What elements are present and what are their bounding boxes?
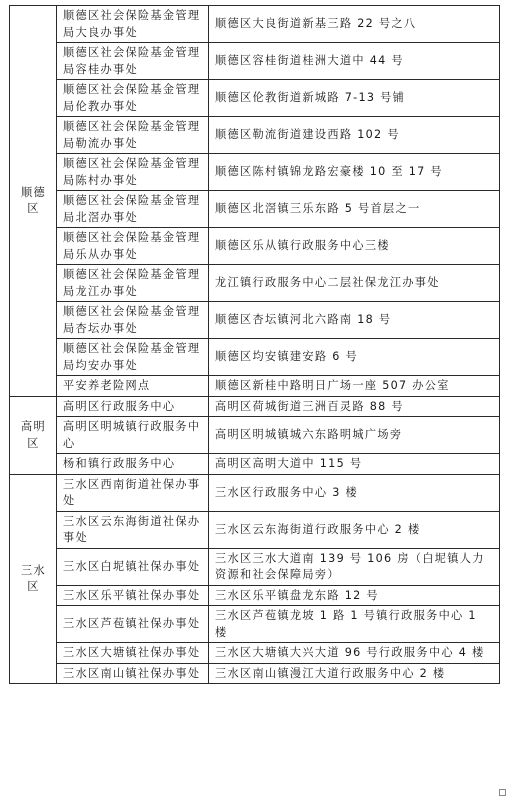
table-row xyxy=(10,417,500,454)
table-row xyxy=(10,154,500,191)
district-name-cell: 顺德区 xyxy=(10,6,57,397)
table-row xyxy=(10,396,500,417)
office-address-cell: 三水区芦苞镇龙坡 1 路 1 号镇行政服务中心 1 楼 xyxy=(209,606,500,643)
office-address-cell: 高明区高明大道中 115 号 xyxy=(209,454,500,475)
table-row xyxy=(10,643,500,664)
office-name-cell: 高明区明城镇行政服务中心 xyxy=(57,417,209,454)
office-name-cell: 顺德区社会保险基金管理局乐从办事处 xyxy=(57,228,209,265)
office-address-cell: 三水区三水大道南 139 号 106 房（白坭镇人力资源和社会保障局旁） xyxy=(209,548,500,585)
table-row xyxy=(10,548,500,585)
office-name-cell: 高明区行政服务中心 xyxy=(57,396,209,417)
table-row xyxy=(10,376,500,397)
office-address-cell: 顺德区杏坛镇河北六路南 18 号 xyxy=(209,302,500,339)
office-name-cell: 顺德区社会保险基金管理局容桂办事处 xyxy=(57,43,209,80)
table-row xyxy=(10,339,500,376)
office-address-cell: 顺德区北滘镇三乐东路 5 号首层之一 xyxy=(209,191,500,228)
office-address-cell: 龙江镇行政服务中心二层社保龙江办事处 xyxy=(209,265,500,302)
office-name-cell: 三水区芦苞镇社保办事处 xyxy=(57,606,209,643)
office-name-cell: 顺德区社会保险基金管理局龙江办事处 xyxy=(57,265,209,302)
office-name-cell: 平安养老险网点 xyxy=(57,376,209,397)
office-address-cell: 顺德区乐从镇行政服务中心三楼 xyxy=(209,228,500,265)
office-address-cell: 三水区大塘镇大兴大道 96 号行政服务中心 4 楼 xyxy=(209,643,500,664)
district-name-cell: 高明区 xyxy=(10,396,57,474)
office-address-cell: 顺德区陈村镇锦龙路宏豪楼 10 至 17 号 xyxy=(209,154,500,191)
table-row xyxy=(10,117,500,154)
office-address-cell: 顺德区均安镇建安路 6 号 xyxy=(209,339,500,376)
paragraph-end-marker xyxy=(499,789,506,796)
office-name-cell: 杨和镇行政服务中心 xyxy=(57,454,209,475)
office-name-cell: 三水区白坭镇社保办事处 xyxy=(57,548,209,585)
table-row xyxy=(10,228,500,265)
office-name-cell: 三水区南山镇社保办事处 xyxy=(57,663,209,684)
office-name-cell: 顺德区社会保险基金管理局均安办事处 xyxy=(57,339,209,376)
office-name-cell: 顺德区社会保险基金管理局北滘办事处 xyxy=(57,191,209,228)
office-name-cell: 顺德区社会保险基金管理局杏坛办事处 xyxy=(57,302,209,339)
table-row xyxy=(10,474,500,511)
office-name-cell: 顺德区社会保险基金管理局大良办事处 xyxy=(57,6,209,43)
office-address-cell: 顺德区伦教街道新城路 7-13 号铺 xyxy=(209,80,500,117)
table-row xyxy=(10,265,500,302)
table-row xyxy=(10,191,500,228)
office-address-cell: 顺德区大良街道新基三路 22 号之八 xyxy=(209,6,500,43)
office-address-cell: 高明区明城镇城六东路明城广场旁 xyxy=(209,417,500,454)
office-name-cell: 三水区乐平镇社保办事处 xyxy=(57,585,209,606)
office-address-cell: 三水区南山镇漫江大道行政服务中心 2 楼 xyxy=(209,663,500,684)
table-row xyxy=(10,663,500,684)
office-address-cell: 三水区云东海街道行政服务中心 2 楼 xyxy=(209,511,500,548)
office-address-cell: 顺德区容桂街道桂洲大道中 44 号 xyxy=(209,43,500,80)
table-body xyxy=(10,6,500,684)
office-address-cell: 三水区行政服务中心 3 楼 xyxy=(209,474,500,511)
table-row xyxy=(10,511,500,548)
office-name-cell: 顺德区社会保险基金管理局陈村办事处 xyxy=(57,154,209,191)
table-row xyxy=(10,6,500,43)
office-address-table xyxy=(9,5,500,684)
office-name-cell: 三水区云东海街道社保办事处 xyxy=(57,511,209,548)
table-row xyxy=(10,585,500,606)
office-address-cell: 三水区乐平镇盘龙东路 12 号 xyxy=(209,585,500,606)
table-row xyxy=(10,454,500,475)
office-address-cell: 顺德区勒流街道建设西路 102 号 xyxy=(209,117,500,154)
office-address-cell: 高明区荷城街道三洲百灵路 88 号 xyxy=(209,396,500,417)
office-name-cell: 三水区西南街道社保办事处 xyxy=(57,474,209,511)
office-name-cell: 顺德区社会保险基金管理局伦教办事处 xyxy=(57,80,209,117)
table-row xyxy=(10,606,500,643)
table-row xyxy=(10,80,500,117)
office-name-cell: 三水区大塘镇社保办事处 xyxy=(57,643,209,664)
office-name-cell: 顺德区社会保险基金管理局勒流办事处 xyxy=(57,117,209,154)
office-address-cell: 顺德区新桂中路明日广场一座 507 办公室 xyxy=(209,376,500,397)
table-row xyxy=(10,302,500,339)
district-name-cell: 三水区 xyxy=(10,474,57,684)
table-row xyxy=(10,43,500,80)
